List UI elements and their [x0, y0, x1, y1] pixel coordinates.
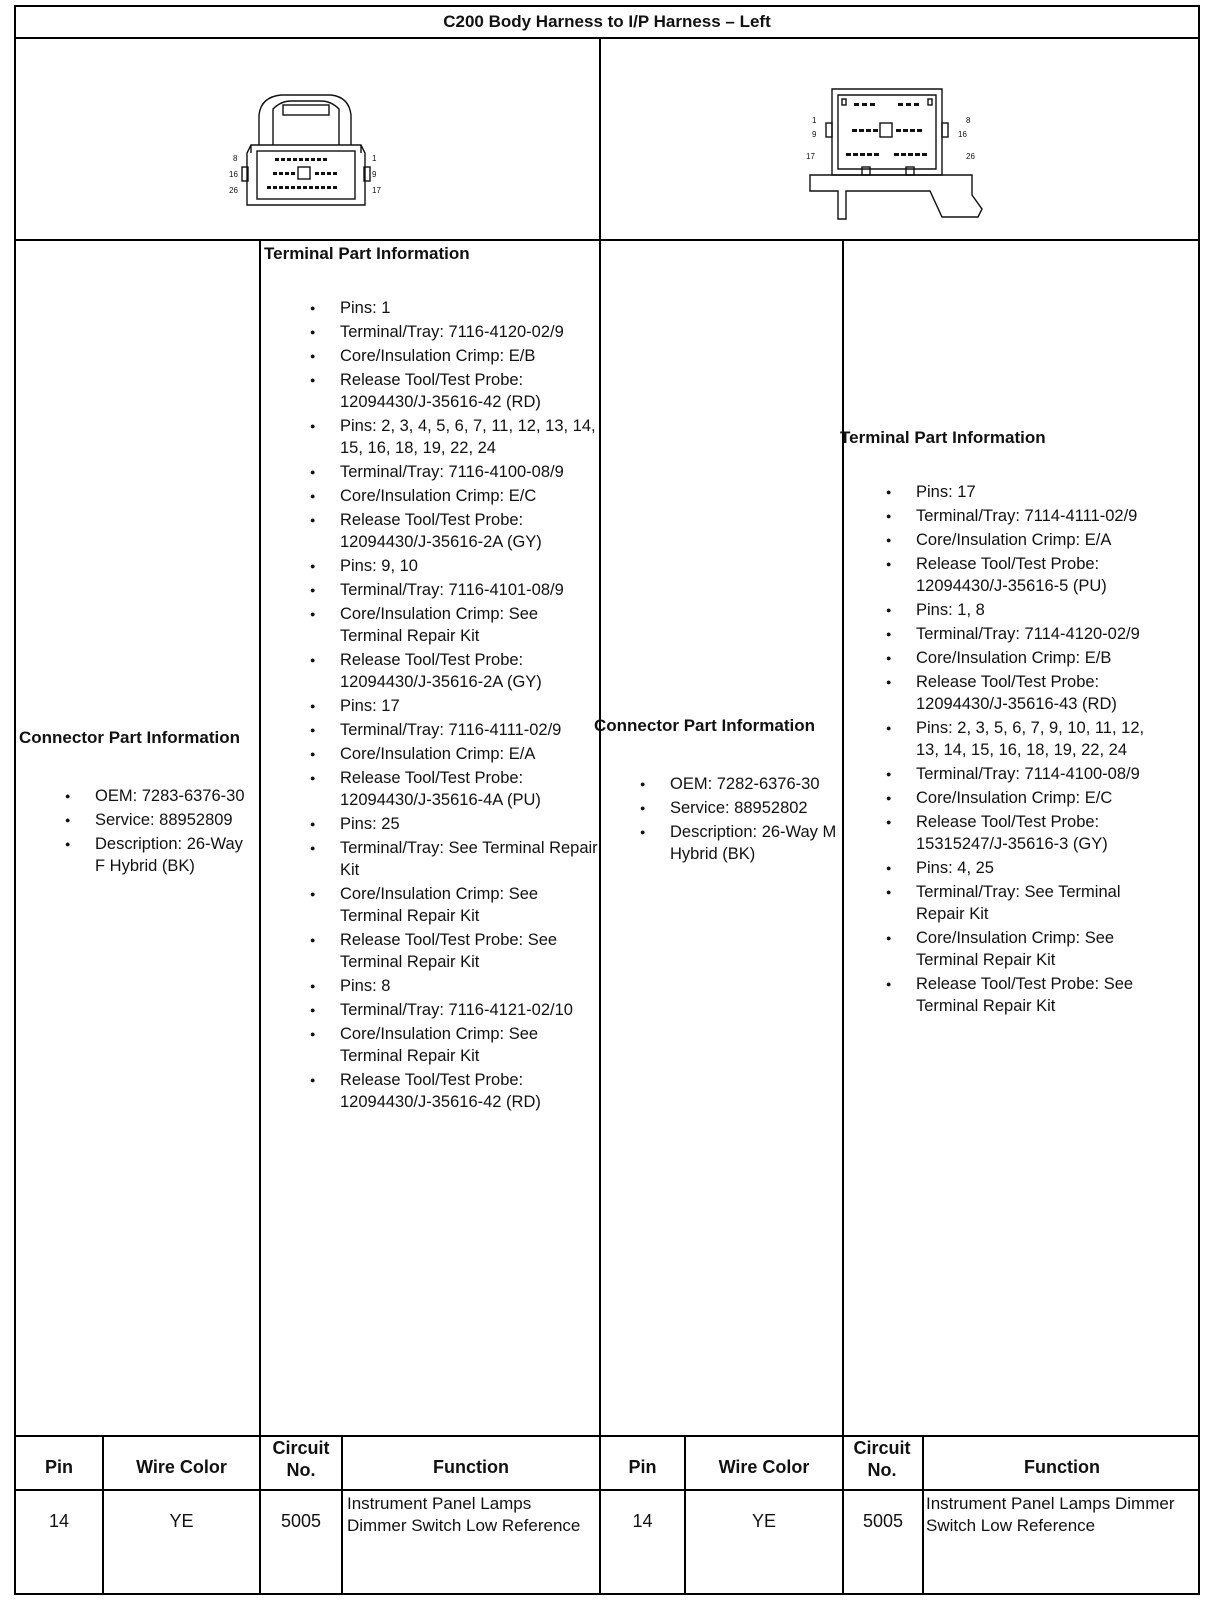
pin-label: 9: [372, 170, 377, 179]
list-item: ● Release Tool/Test Probe: 12094430/J-35616-42 (RD): [264, 369, 598, 413]
terminal-group: [840, 481, 1170, 597]
list-item: ● Pins: 17: [840, 481, 1170, 503]
list-item: ● Core/Insulation Crimp: E/B: [840, 647, 1170, 669]
pin-label: 26: [966, 152, 975, 161]
list-item: ● Core/Insulation Crimp: See Terminal Repair Kit: [840, 927, 1170, 971]
pin-label: 26: [229, 186, 238, 195]
left-connector-part-info: [19, 727, 257, 879]
list-item: ● Release Tool/Test Probe: 12094430/J-35616-2A (GY): [264, 649, 598, 693]
list-item: ● Release Tool/Test Probe: 12094430/J-35616-2A (GY): [264, 509, 598, 553]
divider: [16, 1489, 1198, 1491]
list-item: ● Terminal/Tray: See Terminal Repair Kit: [264, 837, 598, 881]
list-item: ● OEM: 7282-6376-30: [594, 773, 838, 795]
list-item: ● Pins: 1: [264, 297, 598, 319]
divider: [259, 239, 261, 1435]
pin-label: 8: [233, 154, 238, 163]
terminal-group: [264, 695, 598, 811]
list-item: ● Release Tool/Test Probe: 12094430/J-35616-42 (RD): [264, 1069, 598, 1113]
list-item: ● Terminal/Tray: 7116-4120-02/9: [264, 321, 598, 343]
pin-label: 17: [372, 186, 381, 195]
col-header-wire-color: Wire Color: [718, 1457, 810, 1477]
terminal-group: [840, 717, 1170, 855]
table-cell: YE: [169, 1511, 194, 1531]
section-heading: Terminal Part Information: [840, 428, 1046, 447]
terminal-group: [264, 555, 598, 693]
section-heading: Terminal Part Information: [264, 244, 470, 263]
list-item: ● Pins: 17: [264, 695, 598, 717]
terminal-group: [264, 813, 598, 973]
terminal-group: [264, 415, 598, 553]
list-item: ● Core/Insulation Crimp: E/A: [840, 529, 1170, 551]
terminal-group: [264, 297, 598, 413]
right-connector-diagram: [802, 79, 992, 229]
list-item: ● Pins: 25: [264, 813, 598, 835]
list-item: ● Release Tool/Test Probe: 12094430/J-35616-5 (PU): [840, 553, 1170, 597]
list-item: ● Pins: 2, 3, 5, 6, 7, 9, 10, 11, 12, 13, 14, 15, 16, 18, 19, 22, 24: [840, 717, 1170, 761]
table-cell: Instrument Panel Lamps Dimmer Switch Low Reference: [347, 1494, 581, 1535]
terminal-group: [264, 975, 598, 1113]
list-item: ● Description: 26-Way M Hybrid (BK): [594, 821, 838, 865]
pin-label: 17: [806, 152, 815, 161]
col-header-circuit-no: Circuit No.: [853, 1438, 911, 1480]
section-heading: Connector Part Information: [594, 716, 816, 735]
list-item: ● Pins: 8: [264, 975, 598, 997]
pin-label: 16: [229, 170, 238, 179]
list-item: ● Terminal/Tray: 7114-4100-08/9: [840, 763, 1170, 785]
list-item: ● Core/Insulation Crimp: E/A: [264, 743, 598, 765]
connector-info-sheet: [14, 5, 1200, 1595]
list-item: ● Release Tool/Test Probe: See Terminal Repair Kit: [264, 929, 598, 973]
section-heading: Connector Part Information: [19, 728, 241, 747]
connector-part-list: [594, 773, 838, 865]
col-header-pin: Pin: [628, 1457, 657, 1477]
list-item: ● Terminal/Tray: See Terminal Repair Kit: [840, 881, 1170, 925]
list-item: ● Description: 26-Way F Hybrid (BK): [19, 833, 257, 877]
pin-label: 16: [958, 130, 967, 139]
right-terminal-part-info: [840, 427, 1170, 1019]
col-header-wire-color: Wire Color: [136, 1457, 227, 1477]
list-item: ● Release Tool/Test Probe: 12094430/J-35616-4A (PU): [264, 767, 598, 811]
list-item: ● Core/Insulation Crimp: See Terminal Repair Kit: [264, 1023, 598, 1067]
terminal-group: [840, 599, 1170, 715]
table-cell: YE: [751, 1511, 776, 1531]
table-cell: Instrument Panel Lamps Dimmer Switch Low Reference: [926, 1494, 1175, 1535]
divider: [16, 239, 1198, 241]
pin-label: 9: [812, 130, 817, 139]
right-connector-part-info: [594, 715, 838, 867]
col-header-function: Function: [1024, 1457, 1100, 1477]
terminal-groups: [840, 481, 1170, 1017]
list-item: ● Core/Insulation Crimp: E/C: [840, 787, 1170, 809]
pin-label: 1: [812, 116, 817, 125]
list-item: ● Service: 88952809: [19, 809, 257, 831]
list-item: ● Core/Insulation Crimp: E/B: [264, 345, 598, 367]
col-header-pin: Pin: [44, 1457, 73, 1477]
list-item: ● Pins: 4, 25: [840, 857, 1170, 879]
table-cell: 5005: [280, 1511, 322, 1531]
list-item: ● Pins: 2, 3, 4, 5, 6, 7, 11, 12, 13, 14, 15, 16, 18, 19, 22, 24: [264, 415, 598, 459]
pin-label: 8: [966, 116, 971, 125]
left-connector-diagram: [221, 87, 391, 217]
page-title: C200 Body Harness to I/P Harness – Left: [16, 7, 1198, 39]
list-item: ● Core/Insulation Crimp: See Terminal Repair Kit: [264, 603, 598, 647]
list-item: ● Release Tool/Test Probe: 12094430/J-35616-43 (RD): [840, 671, 1170, 715]
list-item: ● Release Tool/Test Probe: See Terminal Repair Kit: [840, 973, 1170, 1017]
terminal-group: [840, 857, 1170, 1017]
list-item: ● Core/Insulation Crimp: E/C: [264, 485, 598, 507]
list-item: ● Core/Insulation Crimp: See Terminal Repair Kit: [264, 883, 598, 927]
list-item: ● Pins: 1, 8: [840, 599, 1170, 621]
list-item: ● Service: 88952802: [594, 797, 838, 819]
col-header-circuit-no: Circuit No.: [272, 1438, 330, 1480]
list-item: ● Terminal/Tray: 7116-4100-08/9: [264, 461, 598, 483]
pin-label: 1: [372, 154, 377, 163]
table-cell: 5005: [862, 1511, 904, 1531]
connector-part-list: [19, 785, 257, 877]
col-header-function: Function: [433, 1457, 509, 1477]
left-terminal-part-info: [264, 243, 598, 1115]
list-item: ● Terminal/Tray: 7114-4120-02/9: [840, 623, 1170, 645]
list-item: ● Terminal/Tray: 7116-4101-08/9: [264, 579, 598, 601]
list-item: ● Terminal/Tray: 7114-4111-02/9: [840, 505, 1170, 527]
table-cell: 14: [632, 1511, 653, 1531]
list-item: ● Terminal/Tray: 7116-4111-02/9: [264, 719, 598, 741]
terminal-groups: [264, 297, 598, 1113]
table-cell: 14: [48, 1511, 70, 1531]
list-item: ● Terminal/Tray: 7116-4121-02/10: [264, 999, 598, 1021]
list-item: ● Release Tool/Test Probe: 15315247/J-35616-3 (GY): [840, 811, 1170, 855]
list-item: ● Pins: 9, 10: [264, 555, 598, 577]
divider: [16, 1435, 1198, 1437]
list-item: ● OEM: 7283-6376-30: [19, 785, 257, 807]
